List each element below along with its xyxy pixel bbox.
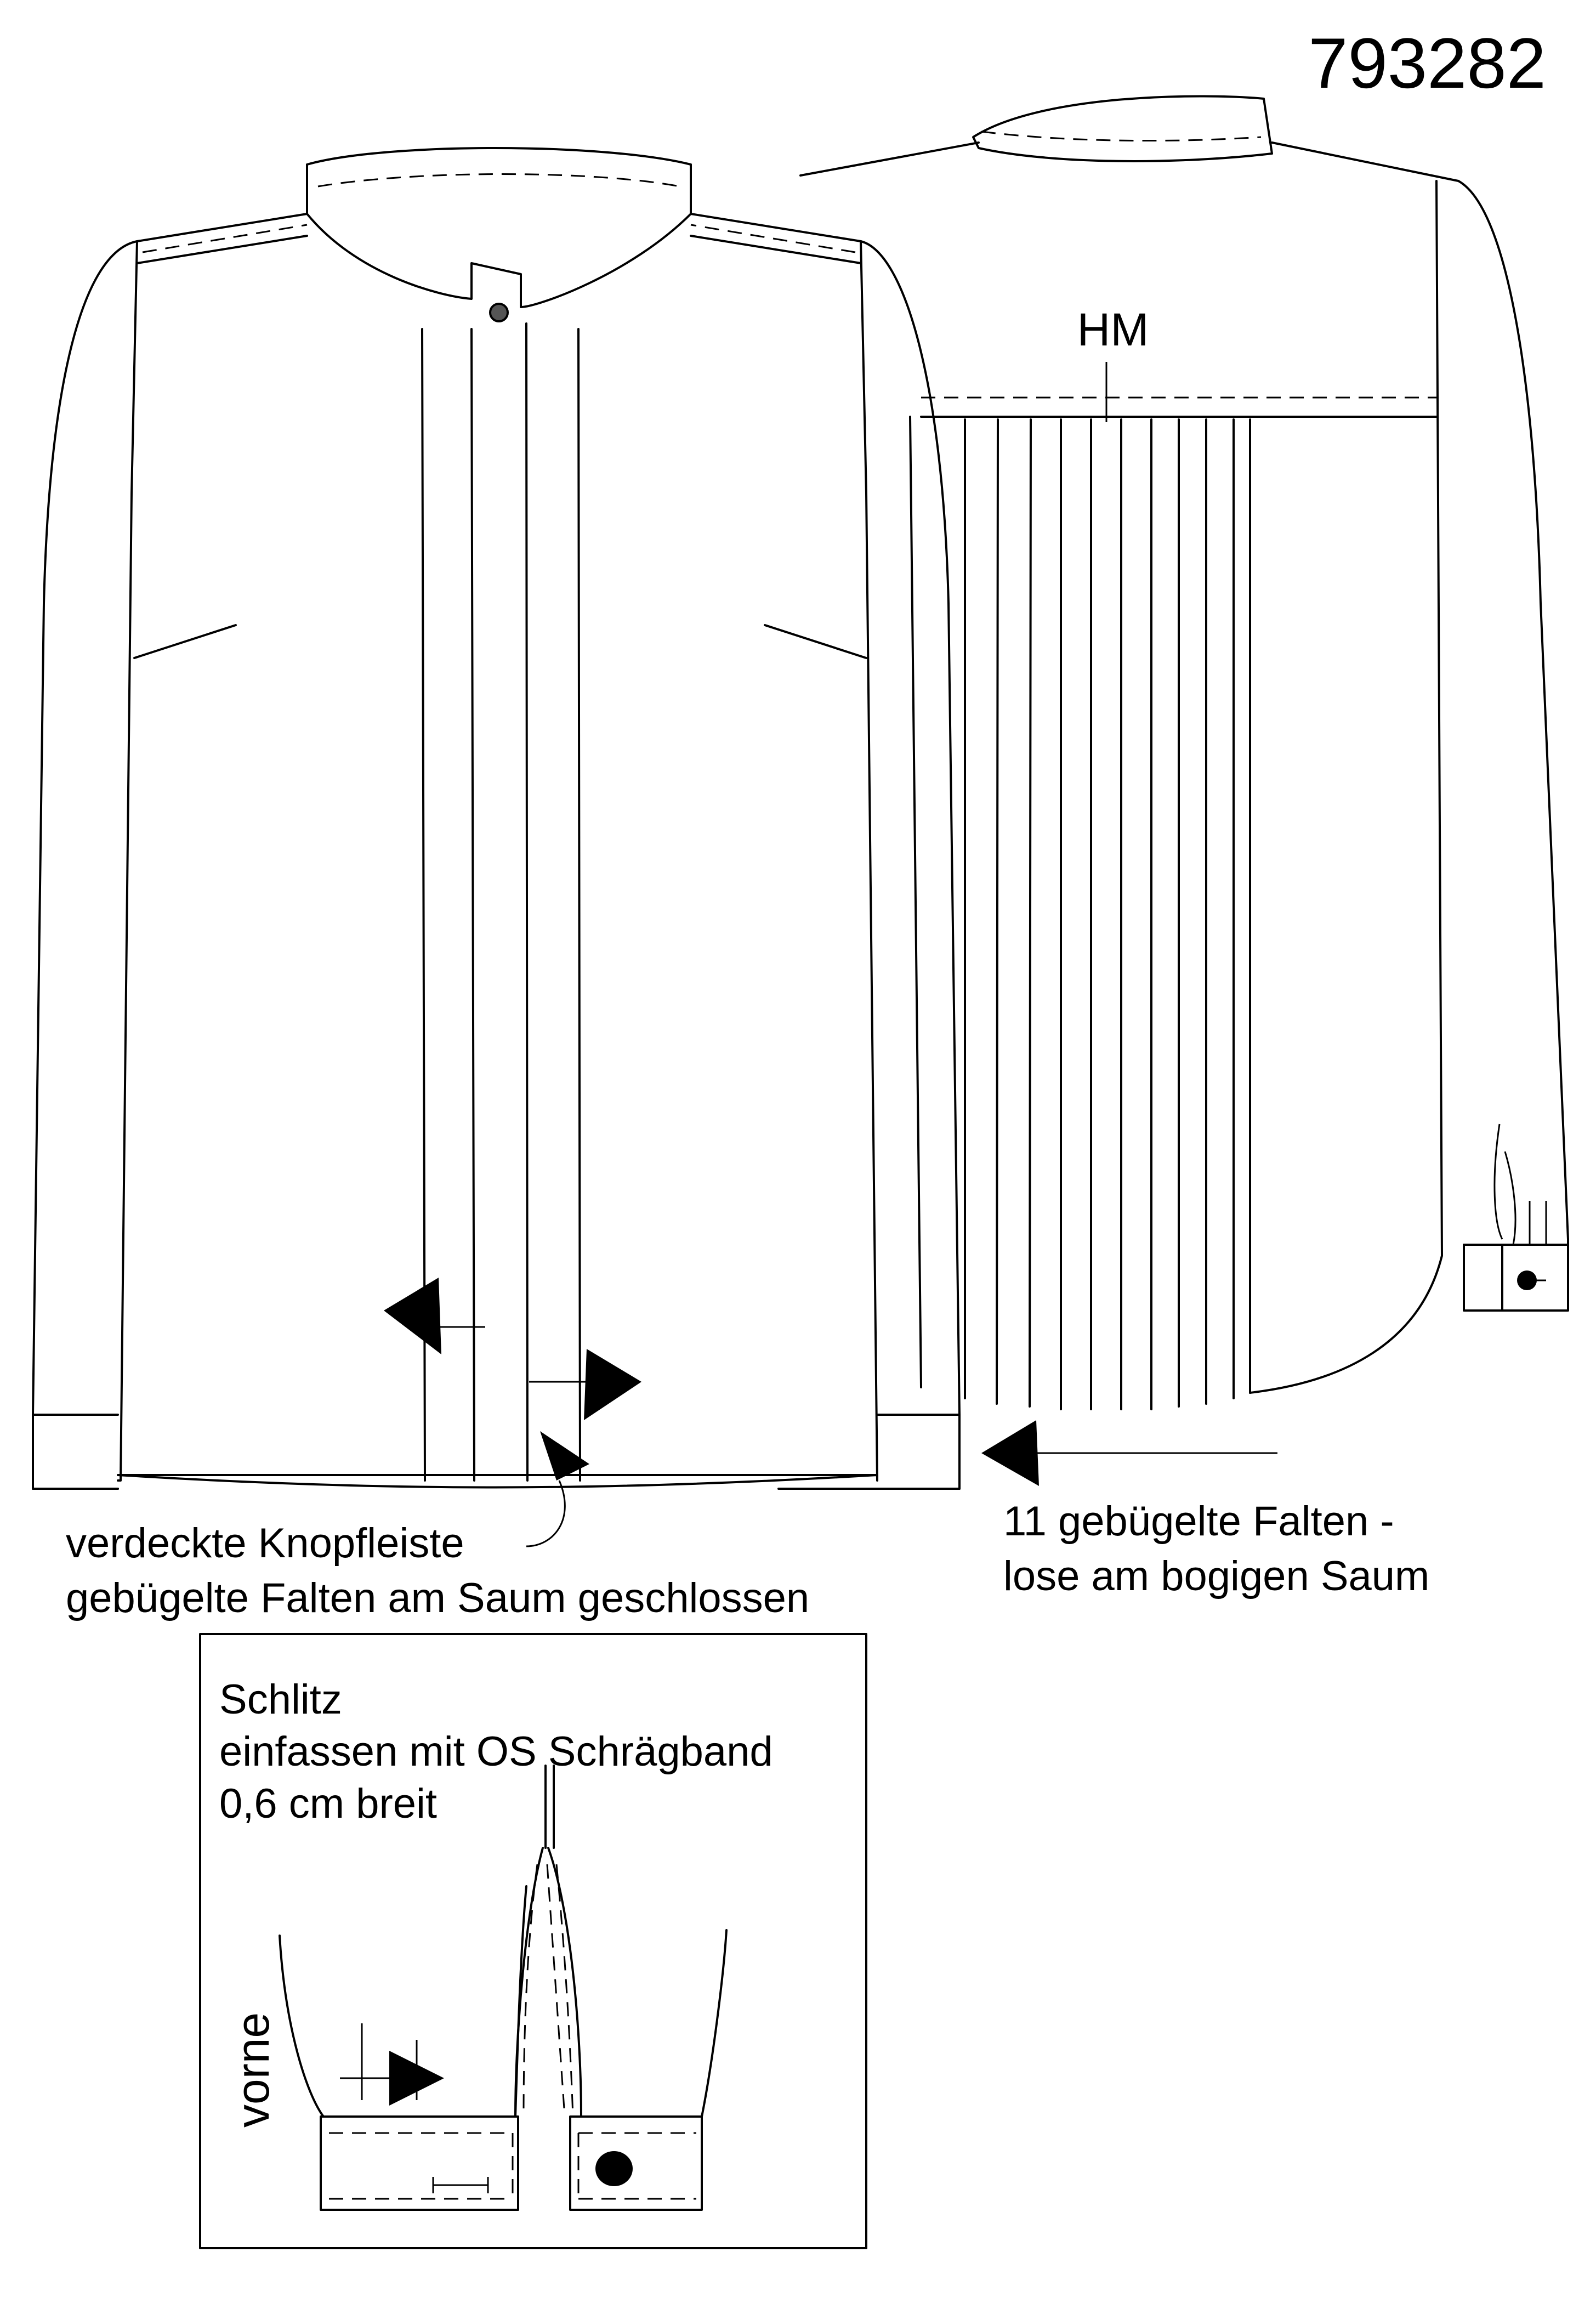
front-view-blouse [33,148,959,1546]
front-pleat-arrow-left [384,1278,441,1354]
back-pleat-arrow [981,1420,1039,1486]
detail-line2: einfassen mit OS Schrägband [219,1728,773,1775]
slit-detail-box [200,1634,866,2248]
back-side-right [1436,181,1442,1256]
front-right-dart [765,625,866,658]
back-pleats [965,419,1250,1409]
back-collar-stitch [981,132,1261,141]
back-cuff [1464,1245,1568,1311]
front-placket-note: verdeckte Knopfleiste [66,1520,464,1567]
detail-cuff-button [595,2151,633,2186]
front-pleat-arrow-right [584,1349,641,1420]
front-placket-leader [526,1480,565,1546]
detail-right-cuff [570,2117,702,2210]
back-pleat-note-line1: 11 gebügelte Falten - [1003,1498,1394,1545]
detail-slit-binding [515,1766,581,2117]
detail-line3: 0,6 cm breit [219,1780,438,1827]
front-placket [422,324,580,1480]
detail-right-sleeve [581,1930,726,2117]
detail-side-label: vorne [227,2012,279,2128]
front-pleat-note: gebügelte Falten am Saum geschlossen [66,1575,810,1621]
back-sleeve-slit [1495,1124,1546,1245]
back-stand-collar [973,96,1272,161]
model-number: 793282 [1308,23,1546,103]
front-left-sleeve [33,241,137,1489]
detail-title: Schlitz [219,1676,342,1723]
front-right-cuff [779,1415,959,1489]
front-left-cuff [33,1415,118,1489]
collar-button [490,304,508,321]
back-right-sleeve [1458,181,1568,1311]
front-left-dart [134,625,236,658]
front-body-outline [118,241,877,1488]
detail-frame [200,1634,866,2248]
back-side-left [910,417,921,1387]
back-curved-hem [1250,1256,1442,1393]
back-view-blouse [800,96,1568,1486]
back-pleat-note-line2: lose am bogigen Saum [1003,1553,1430,1599]
detail-left-cuff-stitch [329,2133,513,2199]
center-back-label: HM [1077,304,1149,355]
front-placket-arrow [540,1431,589,1480]
detail-buttonhole [433,2177,488,2193]
detail-left-cuff [321,2117,518,2210]
front-collar-stitch [318,174,680,187]
front-stand-collar [307,148,691,307]
